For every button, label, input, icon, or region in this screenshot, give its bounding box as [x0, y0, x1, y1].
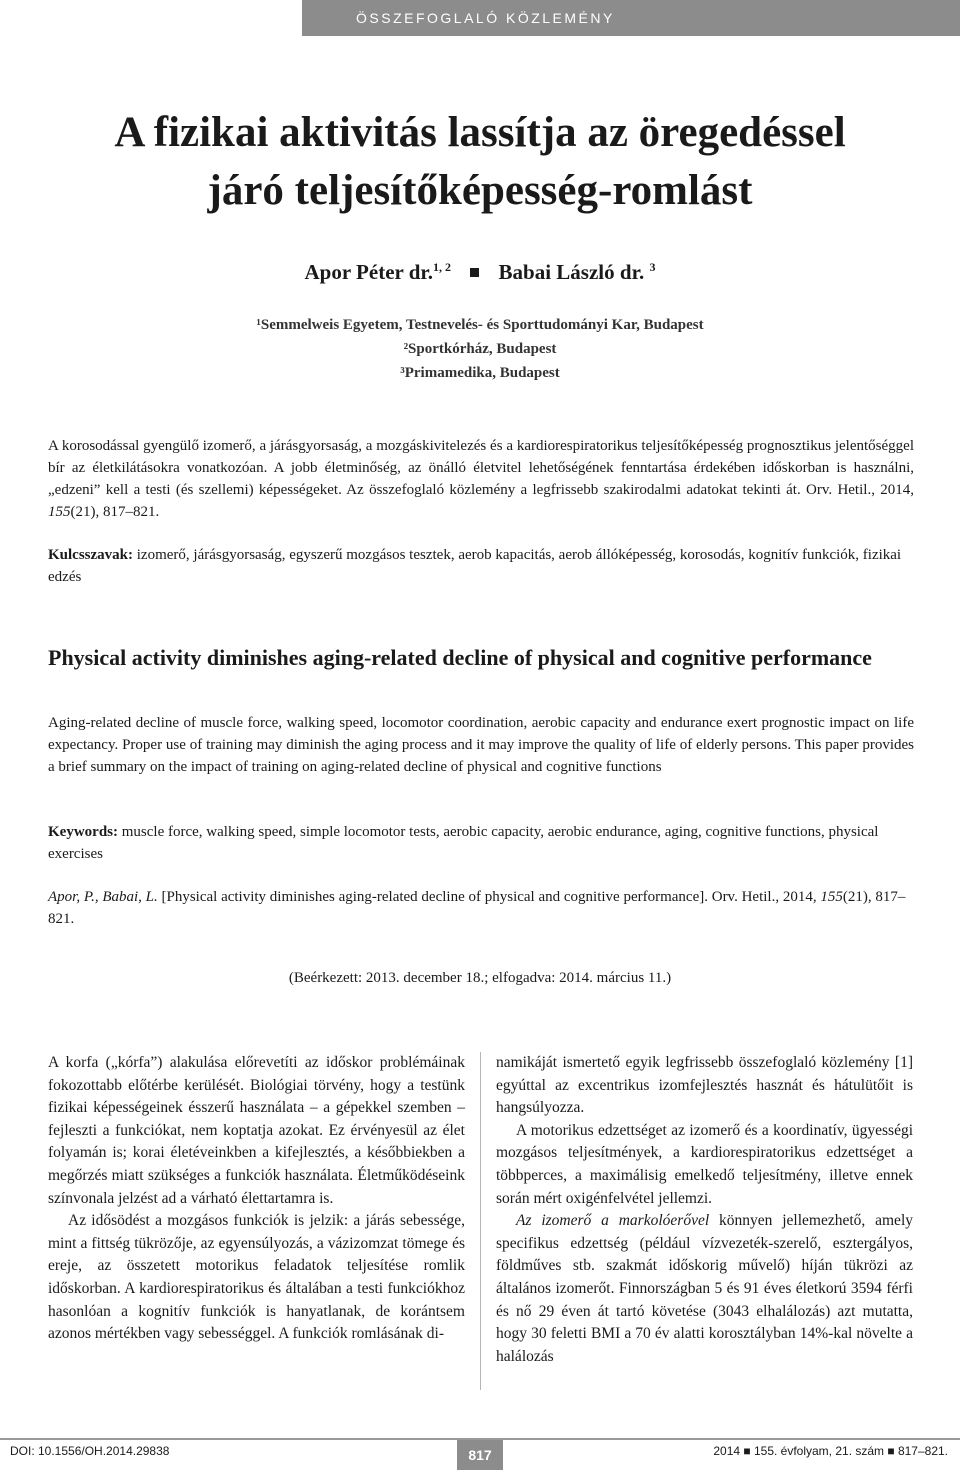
citation-authors: Apor, P., Babai, L. [48, 889, 158, 905]
body-paragraph [496, 1210, 913, 1368]
citation-text: [Physical activity diminishes aging-related decline of physical and cognitive performance]. Orv. Hetil., 2014, [157, 889, 821, 905]
citation-issue: (21), 817–821. [48, 889, 906, 927]
affiliation-1: ¹Semmelweis Egyetem, Testnevelés- és Sporttudományi Kar, Budapest [256, 317, 704, 333]
affiliation-3: ³Primamedika, Budapest [400, 365, 560, 381]
title-line-2: járó teljesítőképesség-romlást [207, 167, 753, 214]
affiliation-2: ²Sportkórház, Budapest [403, 341, 557, 357]
abstract-hu-issue: (21), 817–821. [70, 504, 160, 520]
keywords-en-text: muscle force, walking speed, simple locomotor tests, aerobic capacity, aerobic endurance, aging, cognitive functions, physical exercises [48, 824, 879, 862]
section-label: ÖSSZEFOGLALÓ KÖZLEMÉNY [356, 10, 615, 26]
author-1: Apor Péter dr. [304, 260, 434, 284]
keywords-hu-label: Kulcsszavak: [48, 547, 134, 563]
abstract-hu-text: A korosodással gyengülő izomerő, a járásgyorsaság, a mozgáskivitelezés és a kardiorespiratorikus teljesítőképesség prognosztikus jelentőséggel bír az életkilátásokra vonatkozóan. A jobb életminőség, az önálló életvitel lehetőségének fenntartása érdekében időskorban is használni, „edzeni” kell a testi (és szellemi) képességeket. Az összefoglaló közlemény a legfrissebb szakirodalmi adatokat tekinti át. Orv. Hetil., 2014, [48, 438, 914, 498]
footer-doi: DOI: 10.1556/OH.2014.29838 [10, 1444, 170, 1458]
title-line-1: A fizikai aktivitás lassítja az öregedéssel [114, 109, 846, 156]
author-separator [470, 268, 479, 277]
article-title [0, 104, 960, 220]
author-2: Babai László dr. [498, 260, 645, 284]
body-column-right [496, 1052, 913, 1368]
keywords-hu-text: izomerő, járásgyorsaság, egyszerű mozgásos tesztek, aerob kapacitás, aerob állóképesség, korosodás, kognitív funkciók, fizikai edzés [48, 547, 902, 585]
body-paragraph: A motorikus edzettséget az izomerő és a koordinatív, ügyességi mozgásos teljesítmények, a kardiorespiratorikus edzettséget a többperces, a maximálisig emelkedő teljesítmény, illetve ennek során mért oxigénfelvétel jellemzi. [496, 1121, 913, 1207]
section-header-bar [302, 0, 960, 36]
keywords-hu [48, 544, 914, 588]
page-number: 817 [457, 1440, 503, 1470]
body-column-left [48, 1052, 465, 1346]
body-paragraph: A korfa („kórfa”) alakulása előrevetíti az időskor problémáinak fokozottabb előtérbe kerülését. Biológiai törvény, hogy a testünk fizikai képességeinek ésszerű használata – a gépekkel szemben – fejleszti a funkciókat, nem koptatja azokat. Ez érvényesül az élet folyamán is; korai életéveinkben a kifejlesztés, a későbbiekben a megőrzés miatt szükséges a funkciók használata. Életműködéseink színvonala jelzést ad a várható élettartamra is. [48, 1054, 465, 1207]
column-divider [480, 1052, 481, 1390]
affiliations [0, 313, 960, 385]
abstract-hu-volume: 155 [48, 504, 71, 520]
abstract-en: Aging-related decline of muscle force, walking speed, locomotor coordination, aerobic capacity and endurance exert prognostic impact on life expectancy. Proper use of training may diminish the aging process and it may improve the quality of life of elderly persons. This paper provides a brief summary on the impact of training on aging-related decline of physical and cognitive functions [48, 715, 914, 775]
citation [48, 886, 914, 930]
body-paragraph: Az idősödést a mozgásos funkciók is jelzik: a járás sebessége, mint a fittség tükrözője, az egyensúlyozás, a vázizomzat tömege és ereje, az összetett motorikus feladatok teljesítése romlik időskorban. A kardiorespiratorikus és általában a testi funkciókhoz hasonlóan a kognitív funkciók is hanyatlanak, de korántsem azonos mértékben vagy sebességgel. A funkciók romlásának di- [48, 1212, 465, 1343]
received-dates: (Beérkezett: 2013. december 18.; elfogadva: 2014. március 11.) [288, 970, 672, 986]
author-2-affil: 3 [649, 260, 656, 274]
footer-issue-info: 2014 ■ 155. évfolyam, 21. szám ■ 817–821. [713, 1444, 948, 1458]
keywords-en-label: Keywords: [48, 824, 118, 840]
citation-volume: 155 [820, 889, 843, 905]
author-1-affil: 1, 2 [433, 260, 452, 274]
body-emphasis: Az izomerő a markolóerővel [516, 1212, 710, 1230]
body-paragraph: namikáját ismertető egyik legfrissebb összefoglaló közlemény [1] egyúttal az excentrikus izomfejlesztés hasznát és hátulütőit is hangsúlyozza. [496, 1054, 913, 1117]
english-title: Physical activity diminishes aging-related decline of physical and cognitive performance [48, 645, 872, 670]
body-paragraph-text: könnyen jellemezhető, amely specifikus edzettség (például vízvezeték-szerelő, esztergályos, földműves stb. szakmát időskorig művelő) híján tükrözi az általános izomerőt. Finnországban 5 és 91 éves életkorú 3594 férfi és nő 29 éven át tartó követése (3043 elhalálozás) azt mutatta, hogy 30 feletti BMI a 70 év alatti korosztályban 14%-kal növelte a halálozás [496, 1212, 913, 1365]
author-list [0, 260, 960, 285]
keywords-en [48, 821, 914, 865]
abstract-hu [48, 435, 914, 523]
